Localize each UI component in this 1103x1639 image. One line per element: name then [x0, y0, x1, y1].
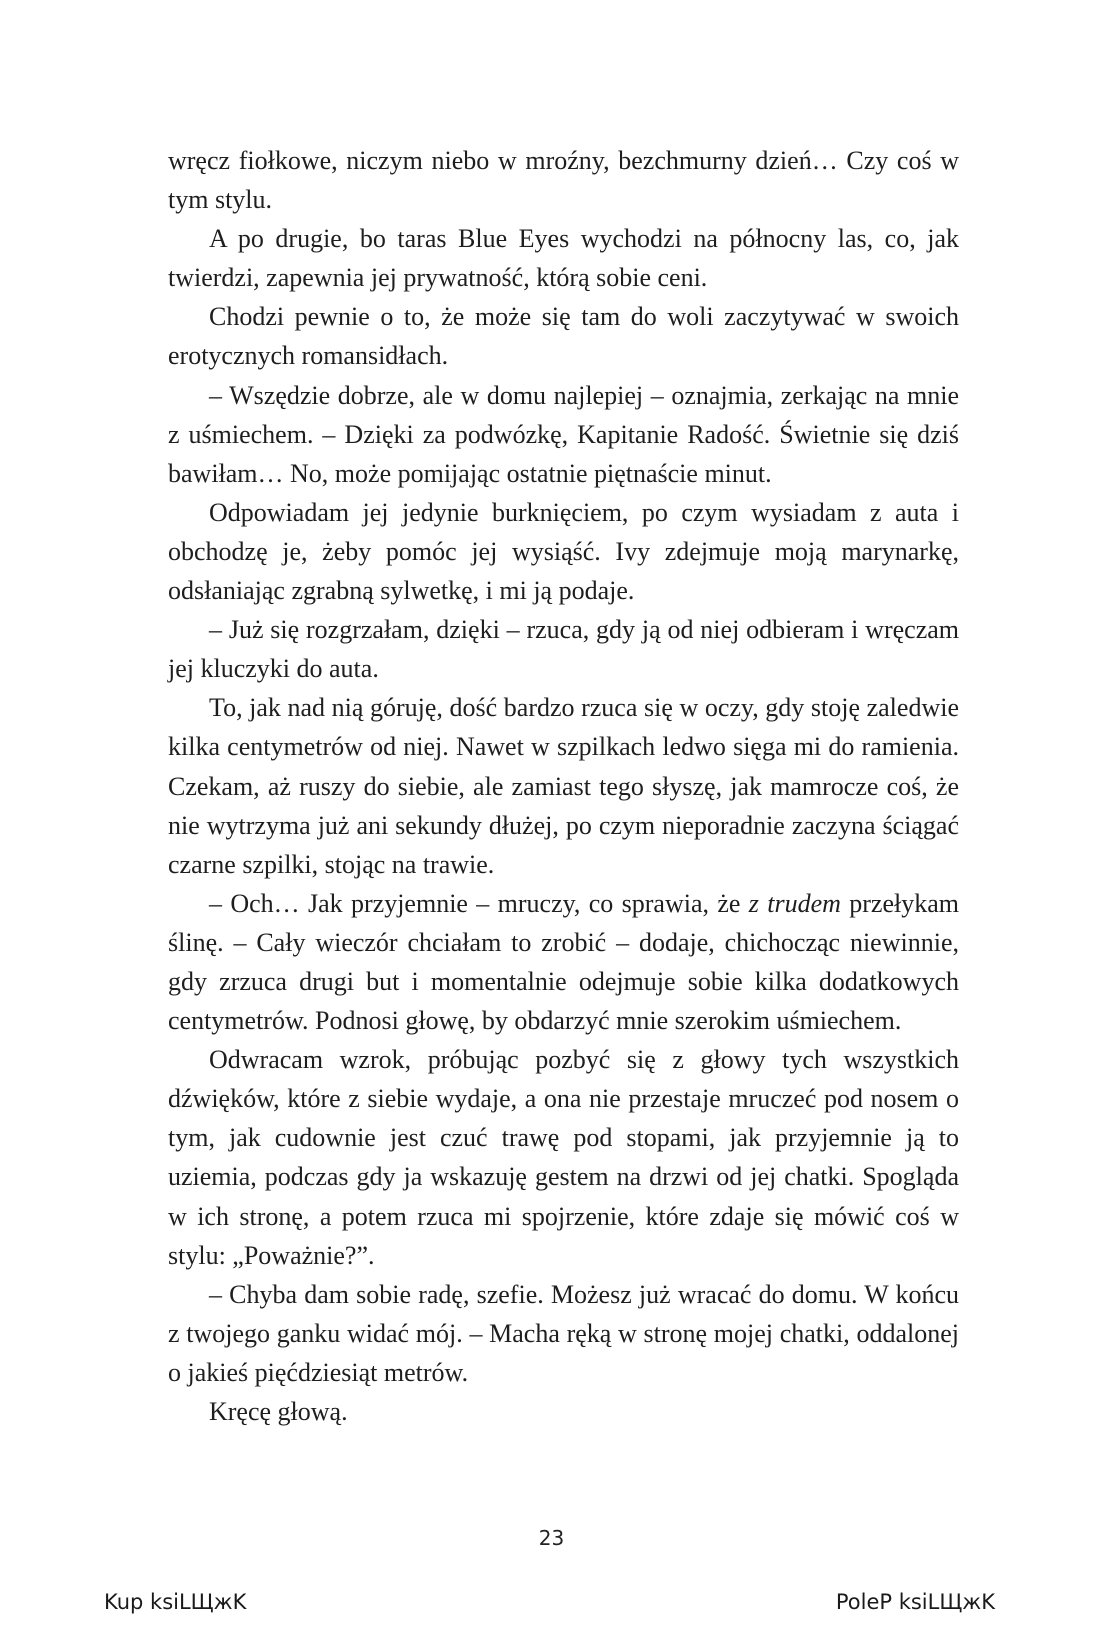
paragraph-10: – Chyba dam sobie radę, szefie. Możesz już wracać do domu. W końcu z twojego ganku widać mój. – Macha ręką w stronę mojej chatki, oddalonej o jakieś pięćdziesiąt metrów.: [168, 1279, 959, 1387]
paragraph-7: To, jak nad nią góruję, dość bardzo rzuca się w oczy, gdy stoję zaledwie kilka centymetrów od niej. Nawet w szpilkach ledwo sięga mi do ramienia. Czekam, aż ruszy do siebie, ale zamiast tego słyszę, jak mamrocze coś, że nie wytrzyma już ani sekundy dłużej, po czym nieporadnie zaczyna ściągać czarne szpilki, stojąc na trawie.: [168, 693, 959, 879]
paragraph-2: A po drugie, bo taras Blue Eyes wychodzi na północny las, co, jak twierdzi, zapewnia jej prywatność, którą sobie ceni.: [168, 224, 959, 293]
paragraph-3: Chodzi pewnie o to, że może się tam do woli zaczytywać w swoich erotycznych romansidłach.: [168, 302, 959, 371]
body-text: [168, 141, 959, 1431]
paragraph-8-italic: z trudem: [748, 888, 841, 918]
paragraph-6: – Już się rozgrzałam, dzięki – rzuca, gdy ją od niej odbieram i wręczam jej kluczyki do auta.: [168, 615, 959, 684]
paragraph-9: Odwracam wzrok, próbując pozbyć się z głowy tych wszystkich dźwięków, które z siebie wydaje, a ona nie przestaje mruczeć pod nosem o tym, jak cudownie jest czuć trawę pod stopami, jak przyjemnie ją to uziemia, podczas gdy ja wskazuję gestem na drzwi od jej chatki. Spogląda w ich stronę, a potem rzuca mi spojrzenie, które zdaje się mówić coś w stylu: „Poważnie?”.: [168, 1045, 959, 1270]
footer-recommend-book-link[interactable]: PoleP ksiLЩжK: [835, 1590, 995, 1614]
paragraph-11: Kręcę głową.: [209, 1397, 348, 1426]
page-number: 23: [538, 1526, 565, 1550]
paragraph-5: Odpowiadam jej jedynie burknięciem, po czym wysiadam z auta i obchodzę je, żeby pomóc jej wysiąść. Ivy zdejmuje moją marynarkę, odsłaniając zgrabną sylwetkę, i mi ją podaje.: [168, 497, 959, 606]
paragraph-8-end: przełykam ślinę. – Cały wieczór chciałam to zrobić – dodaje, chichocząc niewinnie, gdy zrzuca drugi but i momentalnie odejmuje sobie kilka dodatkowych centymetrów. Podnosi głowę, by obdarzyć mnie szerokim uśmiechem.: [168, 888, 959, 1036]
paragraph-4: – Wszędzie dobrze, ale w domu najlepiej – oznajmia, zerkając na mnie z uśmiechem. – Dzięki za podwózkę, Kapitanie Radość. Świetnie się dziś bawiłam… No, może pomijając ostatnie piętnaście minut.: [168, 380, 959, 488]
footer-buy-book-link[interactable]: Kup ksiLЩжK: [104, 1590, 247, 1614]
paragraph-8-start: – Och… Jak przyjemnie – mruczy, co sprawia, że: [209, 888, 749, 918]
paragraph-1: wręcz fiołkowe, niczym niebo w mroźny, bezchmurny dzień… Czy coś w tym stylu.: [168, 146, 959, 215]
paragraph-8: [168, 884, 959, 1040]
